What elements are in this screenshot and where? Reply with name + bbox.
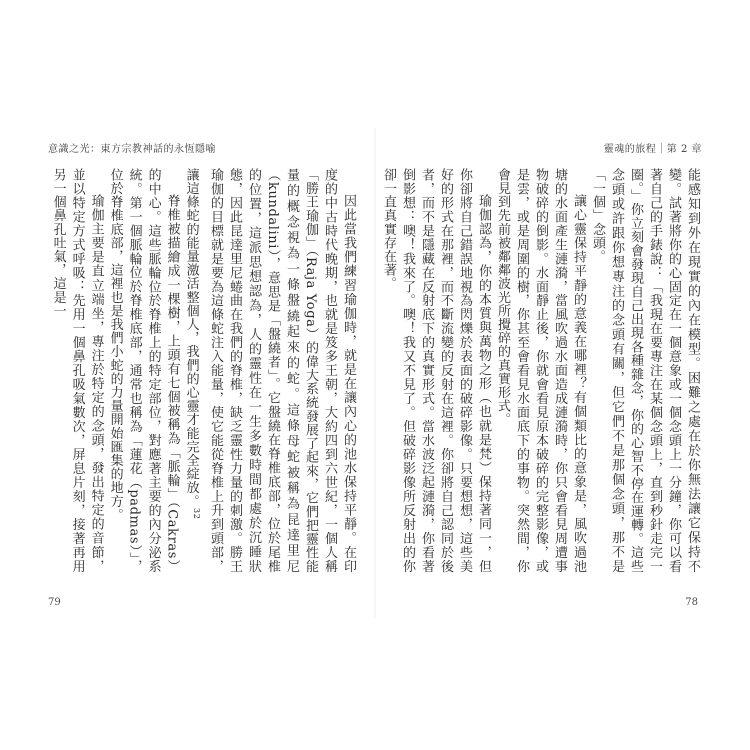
book-gutter: [374, 128, 376, 618]
left-paragraph-3: 瑜伽主要是直立端坐，專注於特定的念頭，發出特定的音節，並以特定方式呼吸：先用一個鼻孔吸氣數次，屏息片刻，接著再用另一個鼻孔吐氣，這是一: [50, 168, 104, 573]
right-paragraph-3: 瑜伽認為，你的本質與萬物之形（也就是梵）保持著同一，但你卻將自己錯誤地視為閃爍於表面的破碎影像。只要想想，這些美好的形式在那裡，而不斷流變的反射在這裡。你卻將自己認同於後者，而不是隱藏在反射底下的真實形式。當水波泛起漣漪，你看著倒影想：噢！我來了。噢！我又不見了。但破碎影像所反射出的你卻一直真實存在著。: [381, 168, 491, 573]
right-page-number: 78: [685, 597, 698, 608]
left-page-body: [46, 168, 358, 573]
right-running-head: 靈魂的旅程｜第 2 章: [603, 144, 702, 155]
left-paragraph-2: 脊椎被描繪成一棵樹，上頭有七個被稱為「脈輪」（Cakras）的中心。這些脈輪位於脊椎上的特定部位，對應著主要的內分泌系統。第一個脈輪位於脊椎底部，通常也稱為「蓮花（padmas）」，位於脊椎底部，這裡也是我們小蛇的力量開始匯集的地方。: [107, 168, 180, 573]
left-paragraph-1-text: 因此當我們練習瑜伽時，就是在讓內心的池水保持平靜。在印度的中古時代晚期，也就是笈多王朝，大約四到六世紀，一個人稱「勝王瑜伽」（Raja Yoga）的偉大系統發展了起來，它們把靈性能量的概念視為一條盤繞起來的蛇。這條母蛇被稱為昆達里尼（kundalini），意思是「盤繞者」。它盤繞在脊椎底部，位於尾椎的位置，這派思想認為，人的靈性在一生多數時間都處於沉睡狀態，因此昆達里尼蜷曲在我們的脊椎，缺乏靈性力量的刺激。勝王瑜伽的目標就是要為這條蛇注入能量，使它能從脊椎上升到頭部，讓這條蛇的能量激活整個人，我們的心靈才能完全綻放。: [183, 168, 356, 573]
right-page-body: [381, 168, 702, 573]
left-running-head: 意識之光：東方宗教神話的永恆隱喻: [48, 144, 216, 155]
right-paragraph-2: 讓心靈保持平靜的意義在哪裡？有個類比的意象是，風吹過池塘的水面產生漣漪，當風吹過水面造成漣漪時，你只會看見周遭事物破碎的倒影。水面靜止後，你就會看見原本破碎的完整影像，或是雲，或是周圍的樹，你甚至會看見水面底下的事物。突然間，你會見到先前被鄰鄰波光所攪碎的真實形式。: [495, 168, 586, 573]
left-paragraph-1: [182, 168, 358, 573]
footnote-reference: 32: [192, 508, 201, 520]
right-paragraph-1: 能感知到外在現實的內在模型。困難之處在於你無法讓它保持不變。試著將你的心固定在一個意象或一個念頭上一分鐘，你可以看著自己的手錶說：「我現在要專注在某個念頭上，直到秒針走完一圈。」你立刻會發現自己出現各種雜念，你的心智不停在運轉。這些念頭或許跟你想專注的念頭有關，但它們不是那個念頭，那不是「一個」念頭。: [590, 168, 700, 573]
left-page-number: 79: [48, 597, 61, 608]
